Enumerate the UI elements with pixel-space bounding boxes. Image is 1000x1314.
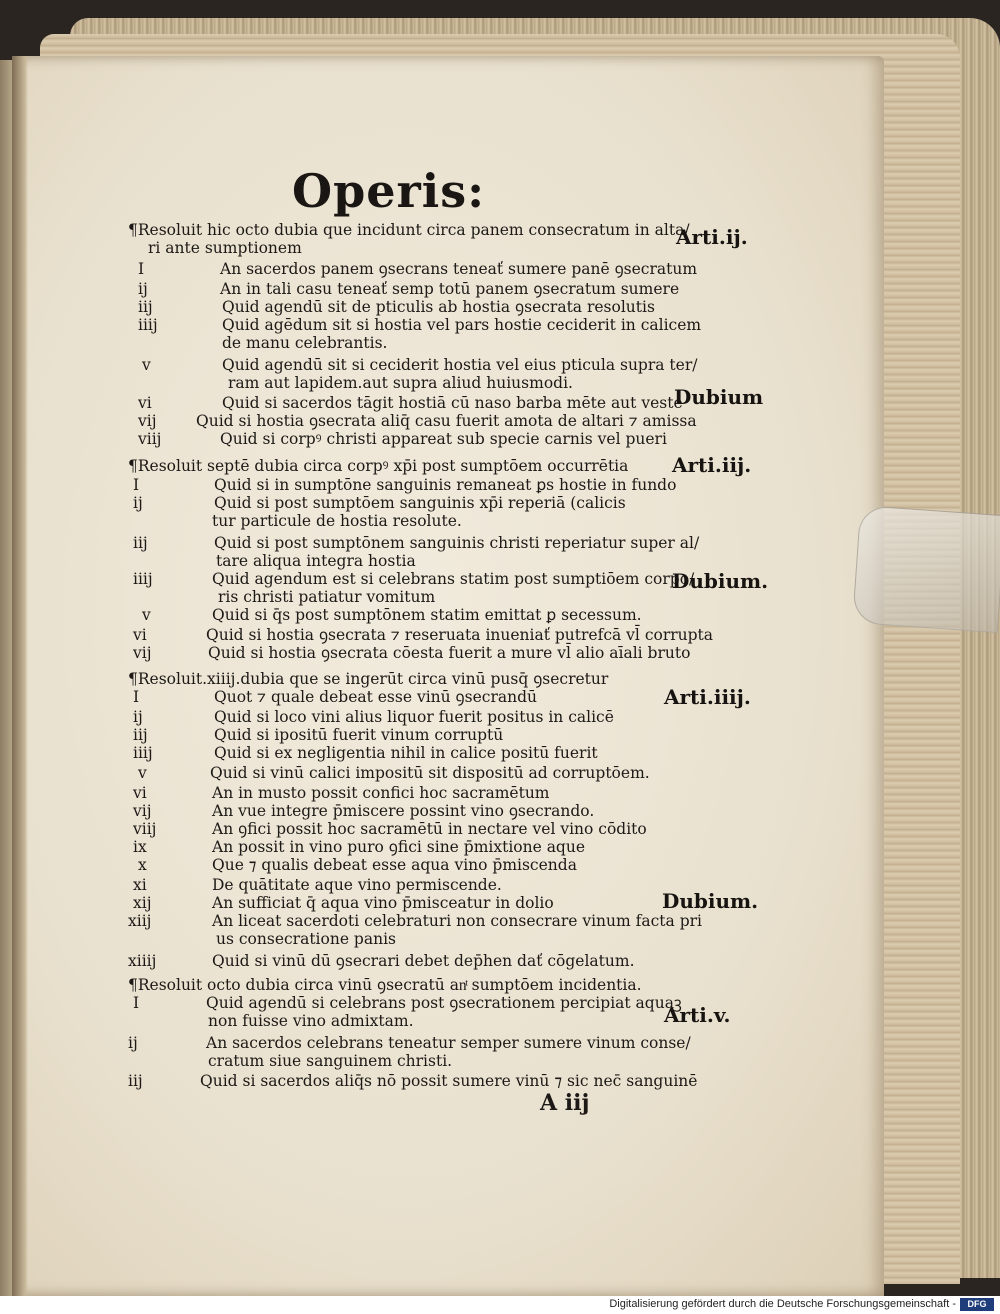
row-number: ij xyxy=(133,708,143,726)
row-text: ¶Resoluit hic octo dubia que incidunt circa panem consecratum in alta/ xyxy=(128,221,690,239)
row-text: Quid agēdum sit si hostia vel pars hostie ceciderit in calicem xyxy=(222,316,702,334)
signature-mark: A iij xyxy=(540,1090,590,1116)
row-number: iiij xyxy=(133,744,153,762)
row-text: Quid si q̄s post sumptōnem statim emittat ꝑ secessum. xyxy=(212,606,642,624)
page-heading: Operis: xyxy=(292,164,486,218)
row-text: An sacerdos celebrans teneatur semper sumere vinum conse/ xyxy=(206,1034,691,1052)
row-text: Quid si hostia ꝯsecrata cōesta fuerit a mure vl̄ alio aīali bruto xyxy=(208,644,691,662)
row-text: Quid si ipositū fuerit vinum corruptū xyxy=(214,726,504,744)
row-number: iiij xyxy=(138,316,158,334)
margin-label: Dubium. xyxy=(672,569,769,593)
row-number: I xyxy=(133,476,140,494)
footer-credit: Digitalisierung gefördert durch die Deutsche Forschungsgemeinschaft - xyxy=(609,1298,956,1310)
row-number: ij xyxy=(138,280,148,298)
row-number: vij xyxy=(133,644,152,662)
row-text: Quid agendū sit de pticulis ab hostia ꝯsecrata resolutis xyxy=(222,298,655,316)
row-number: vij xyxy=(138,412,157,430)
plastic-page-tab xyxy=(852,505,1000,633)
row-text: ¶Resoluit septē dubia circa corpꝰ xp̄i post sumptōem occurrētia xyxy=(128,457,629,475)
row-text: Quid si post sumptōnem sanguinis christi reperiatur super al/ xyxy=(214,534,700,552)
row-text: ¶Resoluit octo dubia circa vinū ꝯsecratū anͭ sumptōem incidentia. xyxy=(128,976,642,994)
row-text: ram aut lapidem.aut supra aliud huiusmodi. xyxy=(228,374,573,392)
row-text: Quid si ex negligentia nihil in calice positū fuerit xyxy=(214,744,598,762)
row-number: ix xyxy=(133,838,147,856)
margin-label: Dubium xyxy=(674,385,764,409)
row-number: iij xyxy=(133,534,148,552)
row-number: I xyxy=(138,260,145,278)
row-text: An liceat sacerdoti celebraturi non consecrare vinum facta pri xyxy=(212,912,702,930)
margin-label: Dubium. xyxy=(662,889,759,913)
margin-label: Arti.iij. xyxy=(672,453,752,477)
row-text: Quid si loco vini alius liquor fuerit positus in calicē xyxy=(214,708,614,726)
row-number: viij xyxy=(133,820,157,838)
row-text: Quid si hostia ꝯsecrata aliq̄ casu fuerit amota de altari ⁊ amissa xyxy=(196,412,697,430)
row-number: v xyxy=(142,606,151,624)
row-number: vi xyxy=(133,784,147,802)
book-gutter xyxy=(12,56,28,1296)
row-text: An sufficiat q̄ aqua vino p̄misceatur in dolio xyxy=(212,894,554,912)
row-text: non fuisse vino admixtam. xyxy=(208,1012,414,1030)
row-number: v xyxy=(138,764,147,782)
row-text: us consecratione panis xyxy=(216,930,396,948)
row-text: Quid si hostia ꝯsecrata ⁊ reseruata inueniať putrefcā vl̄ corrupta xyxy=(206,626,714,644)
margin-label: Arti.ij. xyxy=(676,225,748,249)
digitization-footer xyxy=(0,1296,1000,1314)
row-text: de manu celebrantis. xyxy=(222,334,388,352)
row-text: An in tali casu teneať semp totū panem ꝯsecratum sumere xyxy=(220,280,680,298)
row-text: Quid si vinū dū ꝯsecrari debet dep̄hen dať cōgelatum. xyxy=(212,952,635,970)
row-number: xi xyxy=(133,876,147,894)
margin-label: Arti.iiij. xyxy=(664,685,751,709)
row-number: xiiij xyxy=(128,952,157,970)
row-number: v xyxy=(142,356,151,374)
row-number: iiij xyxy=(133,570,153,588)
row-text: Quid si sacerdos aliq̄s nō possit sumere vinū ⁊ sic nec̄ sanguinē xyxy=(200,1072,698,1090)
row-text: An sacerdos panem ꝯsecrans teneať sumere panē ꝯsecratum xyxy=(220,260,698,278)
row-number: x xyxy=(138,856,147,874)
row-text: cratum siue sanguinem christi. xyxy=(208,1052,453,1070)
row-text: An possit in vino puro ꝯfici sine p̄mixtione aque xyxy=(212,838,586,856)
row-number: viij xyxy=(138,430,162,448)
row-text: Quid si post sumptōem sanguinis xp̄i reperiā (calicis xyxy=(214,494,626,512)
row-text: Quid si sacerdos tāgit hostiā cū naso barba mēte aut veste xyxy=(222,394,683,412)
row-text: ris christi patiatur vomitum xyxy=(218,588,436,606)
row-text: An ꝯfici possit hoc sacramētū in nectare vel vino cōdito xyxy=(212,820,647,838)
row-text: Quid agendum est si celebrans statim post sumptiōem corpo/ xyxy=(212,570,695,588)
row-text: Que ⁊ qualis debeat esse aqua vino p̄miscenda xyxy=(212,856,577,874)
row-text: An vue integre p̄miscere possint vino ꝯsecrando. xyxy=(212,802,595,820)
row-number: iij xyxy=(133,726,148,744)
row-number: iij xyxy=(138,298,153,316)
margin-label: Arti.v. xyxy=(664,1003,731,1027)
dfg-logo: DFG xyxy=(960,1298,994,1311)
row-number: vij xyxy=(133,802,152,820)
row-text: An in musto possit confici hoc sacramētum xyxy=(212,784,550,802)
row-text: ri ante sumptionem xyxy=(148,239,302,257)
row-number: ij xyxy=(133,494,143,512)
row-text: Quid agendū si celebrans post ꝯsecrationem percipiat aquaꝫ xyxy=(206,994,682,1012)
row-text: tur particule de hostia resolute. xyxy=(212,512,462,530)
row-number: iij xyxy=(128,1072,143,1090)
row-number: ij xyxy=(128,1034,138,1052)
row-text: tare aliqua integra hostia xyxy=(216,552,416,570)
row-text: Quid si corpꝰ christi appareat sub specie carnis vel pueri xyxy=(220,430,667,448)
row-text: ¶Resoluit.xiiij.dubia que se ingerūt circa vinū pusq̄ ꝯsecretur xyxy=(128,670,609,688)
row-text: Quid si in sumptōne sanguinis remaneat ꝑs hostie in fundo xyxy=(214,476,677,494)
row-number: vi xyxy=(133,626,147,644)
row-text: Quot ⁊ quale debeat esse vinū ꝯsecrandū xyxy=(214,688,537,706)
row-text: Quid agendū sit si ceciderit hostia vel eius pticula supra ter/ xyxy=(222,356,698,374)
row-text: Quid si vinū calici impositū sit dispositū ad corruptōem. xyxy=(210,764,650,782)
row-text: De quātitate aque vino permiscende. xyxy=(212,876,502,894)
row-number: I xyxy=(133,994,140,1012)
row-number: xij xyxy=(133,894,152,912)
row-number: I xyxy=(133,688,140,706)
row-number: vi xyxy=(138,394,152,412)
row-number: xiij xyxy=(128,912,152,930)
